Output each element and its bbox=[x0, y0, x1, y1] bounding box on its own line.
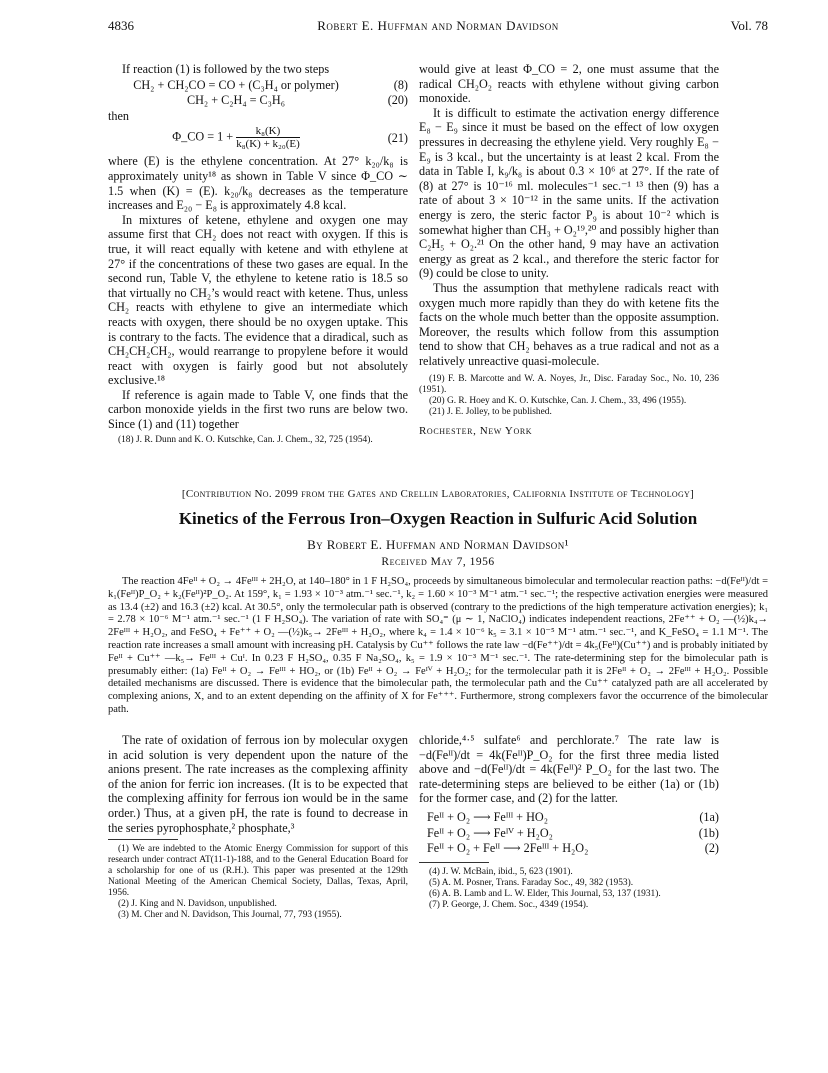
paragraph: If reference is again made to Table V, one finds that the carbon monoxide yields in the first two runs are below two. Since (1) and (11) together bbox=[108, 387, 408, 432]
footnotes bbox=[108, 844, 408, 921]
footnote-7: (7) P. George, J. Chem. Soc., 4349 (1954). bbox=[429, 899, 589, 910]
article-authors: By Robert E. Huffman and Norman Davidson¹ bbox=[307, 537, 569, 552]
article-title: Kinetics of the Ferrous Iron–Oxygen Reaction in Sulfuric Acid Solution bbox=[178, 509, 698, 528]
fraction: $\frac{\text{k₈(K)}}{\text{k₈(K) + k₂₀(E)}}$ bbox=[236, 125, 300, 151]
paragraph: Thus the assumption that methylene radicals react with oxygen much more rapidly than they do with ketene fits the facts on the whole much better than the opposite assumption. Moreover, the results which follow from this assumption tend to show that CH₂ behaves as a true radical and not as a relatively unreactive quasi-molecule. bbox=[419, 280, 719, 368]
equation-8: CH₂ + CH₂CO = CO + (C₃H₄ or polymer) (8) bbox=[133, 77, 408, 92]
received-date: Received May 7, 1956 bbox=[381, 556, 495, 568]
paragraph: If reaction (1) is followed by the two steps bbox=[122, 62, 330, 76]
abstract: The reaction 4Feᴵᴵ + O₂ → 4Feᴵᴵᴵ + 2H₂O, at 140–180° in 1 F H₂SO₄, proceeds by simultaneous bimolecular and termolecular reaction paths: −d(Feᴵᴵ)/dt = k₁(Feᴵᴵ)P_O₂ + k₂(Feᴵᴵ)²P_O₂. At 159°, k₁ = 1.93 × 10⁻³ atm.⁻¹ sec.⁻¹, k₂ = 1.60 × 10⁻³ M⁻¹ atm.⁻¹ sec.⁻¹; the respective activation energies were measured as 13.4 (±2) and 16.3 (±2) kcal. At 30.5°, only the termolecular path is observed (contrary to the predictions of the high temperature activation energies); k₁ = 2.78 × 10⁻⁶ M⁻¹ atm.⁻¹ sec.⁻¹ (1 F H₂SO₄). The variation of rate with SO₄⁼ (μ ∼ 1, NaClO₄) indicates independent reactions, 2Fe⁺⁺ + O₂ —(½)k₄→ 2Feᴵᴵᴵ + H₂O₂, and FeSO₄ + Fe⁺⁺ + O₂ —(½)k₅→ 2Feᴵᴵᴵ + H₂O₂, where k₄ = 1.4 × 10⁻⁶ k₅ = 3.1 × 10⁻⁵ M⁻¹ atm.⁻¹ sec.⁻¹, and K_FeSO₄ = 1.1 M⁻¹. The reaction rate increases a small amount with increasing pH. Catalysis by Cu⁺⁺ follows the rate law −d(Fe⁺⁺)/dt = 4k₅(Feᴵᴵ)(Cu⁺⁺) and is probably initiated by Feᴵᴵ + Cu⁺⁺ —k₅→ Feᴵᴵᴵ + Cuᴵ. In 0.23 F H₂SO₄, 0.35 F Na₂SO₄, k₅ = 1.9 × 10⁻³ M⁻¹ sec.⁻¹. The rate-determining step for the bimolecular path is presumably either: (1a) Feᴵᴵ + O₂ → Feᴵᴵᴵ + HO₂, or (1b) Feᴵᴵ + O₂ → Feᴵⱽ + H₂O₂; for the termolecular path it is 2Feᴵᴵ + O₂ → 2Feᴵᴵᴵ + H₂O₂. Possible detailed mechanisms are discussed. There is evidence that the bimolecular path, the termolecular path and the Cu⁺⁺ catalyzed path are all accelerated by complexing anions, X, and to an extent depending on the affinity of X for Fe⁺⁺⁺. Furthermore, strong complexers favor the occurrence of the bimolecular path. bbox=[108, 576, 768, 715]
prev-article-left-column bbox=[108, 62, 408, 446]
footnote-rule bbox=[108, 839, 178, 840]
paragraph: The rate of oxidation of ferrous ion by molecular oxygen in acid solution is very dependent upon the nature of the anions present. The rate increases as the complexing affinity of the anion for ferric ion increases. (It is to be expected that the complexing affinity for ferrous ion would be in the same order.) Thus, at a given pH, the rate is found to decrease in the series pyrophosphate,² phosphate,³ bbox=[108, 733, 408, 835]
footnote-5: (5) A. M. Posner, Trans. Faraday Soc., 49, 382 (1953). bbox=[429, 877, 634, 888]
footnote-rule bbox=[419, 862, 489, 863]
equation-1b: Feᴵᴵ + O₂ ⟶ Feᴵⱽ + H₂O₂ (1b) bbox=[427, 825, 719, 840]
page-header bbox=[108, 18, 768, 38]
paragraph: It is difficult to estimate the activation energy difference E₈ − E₉ since it must be based on the effect of low oxygen pressures in decreasing the ethylene yield. Very roughly E₈ − E₉ is 3 kcal., but the uncertainty is at least 2 kcal. From the data in Table I, k₉/k₈ is about 0.3 × 10⁶ at 27°. If the rate of (8) at 27° is 10⁻¹⁶ ml. molecules⁻¹ sec.⁻¹ ¹³ then (9) has a rate of about 3 × 10⁻¹² in the same units. If the activation energy is zero, the steric factor P₉ is about 10⁻² which is somewhat higher than CH₃ + O₂¹⁹,²⁰ and possibly higher than C₂H₅ + O₂.²¹ On the other hand, 9 may have an activation energy as great as 2 kcal., and therefore the steric factor for (9) could be close to unity. bbox=[419, 105, 719, 281]
footnote-1: (1) We are indebted to the Atomic Energy Commission for support of this research under contract AT(11-1)-188, and to the General Education Board for a scholarship for one of us (R.H.). This paper was presented at the 129th National Meeting of the American Chemical Society, Dallas, Texas, April, 1956. bbox=[108, 844, 408, 899]
footnote-20: (20) G. R. Hoey and K. O. Kutschke, Can. J. Chem., 33, 496 (1955). bbox=[429, 396, 687, 407]
paragraph: In mixtures of ketene, ethylene and oxygen one may assume first that CH₂ does not react with oxygen. If this is true, it will react equally with ketene and with ethylene at 27° if the concentrations of these two gases are equal. In the second run, Table V, the ethylene to ketene ratio is 18.5 so that virtually no CH₂’s would react with ketene. Thus, unless CH₂ reacts with ethylene to give an intermediate which reacts with oxygen, there should be no oxygen uptake. This is contrary to the facts. The evidence that a diradical, such as CH₂CH₂CH₂, would rearrange to propylene before it would react with oxygen is fairly good but not absolutely exclusive.¹⁸ bbox=[108, 212, 408, 388]
equation-2: Feᴵᴵ + O₂ + Feᴵᴵ ⟶ 2Feᴵᴵᴵ + H₂O₂ (2) bbox=[427, 841, 719, 856]
author-location: Rochester, New York bbox=[419, 425, 533, 438]
paragraph: would give at least Φ_CO = 2, one must assume that the radical CH₂O₂ reacts with ethylene without giving carbon monoxide. bbox=[419, 62, 719, 106]
footnote-6: (6) A. B. Lamb and L. W. Elder, This Journal, 53, 137 (1931). bbox=[429, 888, 661, 899]
footnote-19: (19) F. B. Marcotte and W. A. Noyes, Jr., Disc. Faraday Soc., No. 10, 236 (1951). bbox=[419, 374, 719, 396]
contribution-line: [Contribution No. 2099 from the Gates and Crellin Laboratories, California Institute of Technology] bbox=[181, 488, 695, 500]
equation-21: Φ_CO = 1 + $\frac{\text{k₈(K)}}{\text{k₈(K) + k₂₀(E)}}$ (21) bbox=[172, 125, 408, 151]
prev-article-right-column bbox=[419, 62, 719, 439]
equation-20: CH₂ + C₂H₄ = C₃H₆ (20) bbox=[187, 93, 408, 108]
footnote-21: (21) J. E. Jolley, to be published. bbox=[429, 407, 552, 418]
equation-1a: Feᴵᴵ + O₂ ⟶ Feᴵᴵᴵ + HO₂ (1a) bbox=[427, 809, 719, 824]
footnote-4: (4) J. W. McBain, ibid., 5, 623 (1901). bbox=[429, 866, 573, 877]
footnotes bbox=[419, 374, 719, 418]
footnote-2: (2) J. King and N. Davidson, unpublished. bbox=[118, 899, 277, 910]
paragraph: where (E) is the ethylene concentration. At 27° k₂₀/k₈ is approximately unity¹⁸ as shown in Table V since Φ_CO ∼ 1.5 when (K) = (E). k₂₀/k₈ decreases as the temperature increases and E₂₀ − E₈ is approximately 4.8 kcal. bbox=[108, 154, 408, 213]
volume-label: Vol. 78 bbox=[730, 18, 768, 33]
footnotes bbox=[108, 435, 408, 446]
article-left-column bbox=[108, 733, 408, 921]
paragraph: chloride,⁴·⁵ sulfate⁶ and perchlorate.⁷ The rate law is −d(Feᴵᴵ)/dt = 4k(Feᴵᴵ)P_O₂ for the first three media listed above and −d(Feᴵᴵ)/dt = 4k(Feᴵᴵ)² P_O₂ for the last two. The rate-determining steps are believed to be either (1a) or (1b) for the former case, and (2) for the latter. bbox=[419, 733, 719, 806]
paragraph: then bbox=[108, 108, 129, 123]
footnotes bbox=[419, 867, 719, 911]
page-number: 4836 bbox=[108, 18, 134, 33]
article-right-column bbox=[419, 733, 719, 911]
running-title: Robert E. Huffman and Norman Davidson bbox=[317, 18, 559, 33]
footnote-18: (18) J. R. Dunn and K. O. Kutschke, Can. J. Chem., 32, 725 (1954). bbox=[118, 434, 373, 445]
footnote-3: (3) M. Cher and N. Davidson, This Journal, 77, 793 (1955). bbox=[118, 910, 342, 921]
